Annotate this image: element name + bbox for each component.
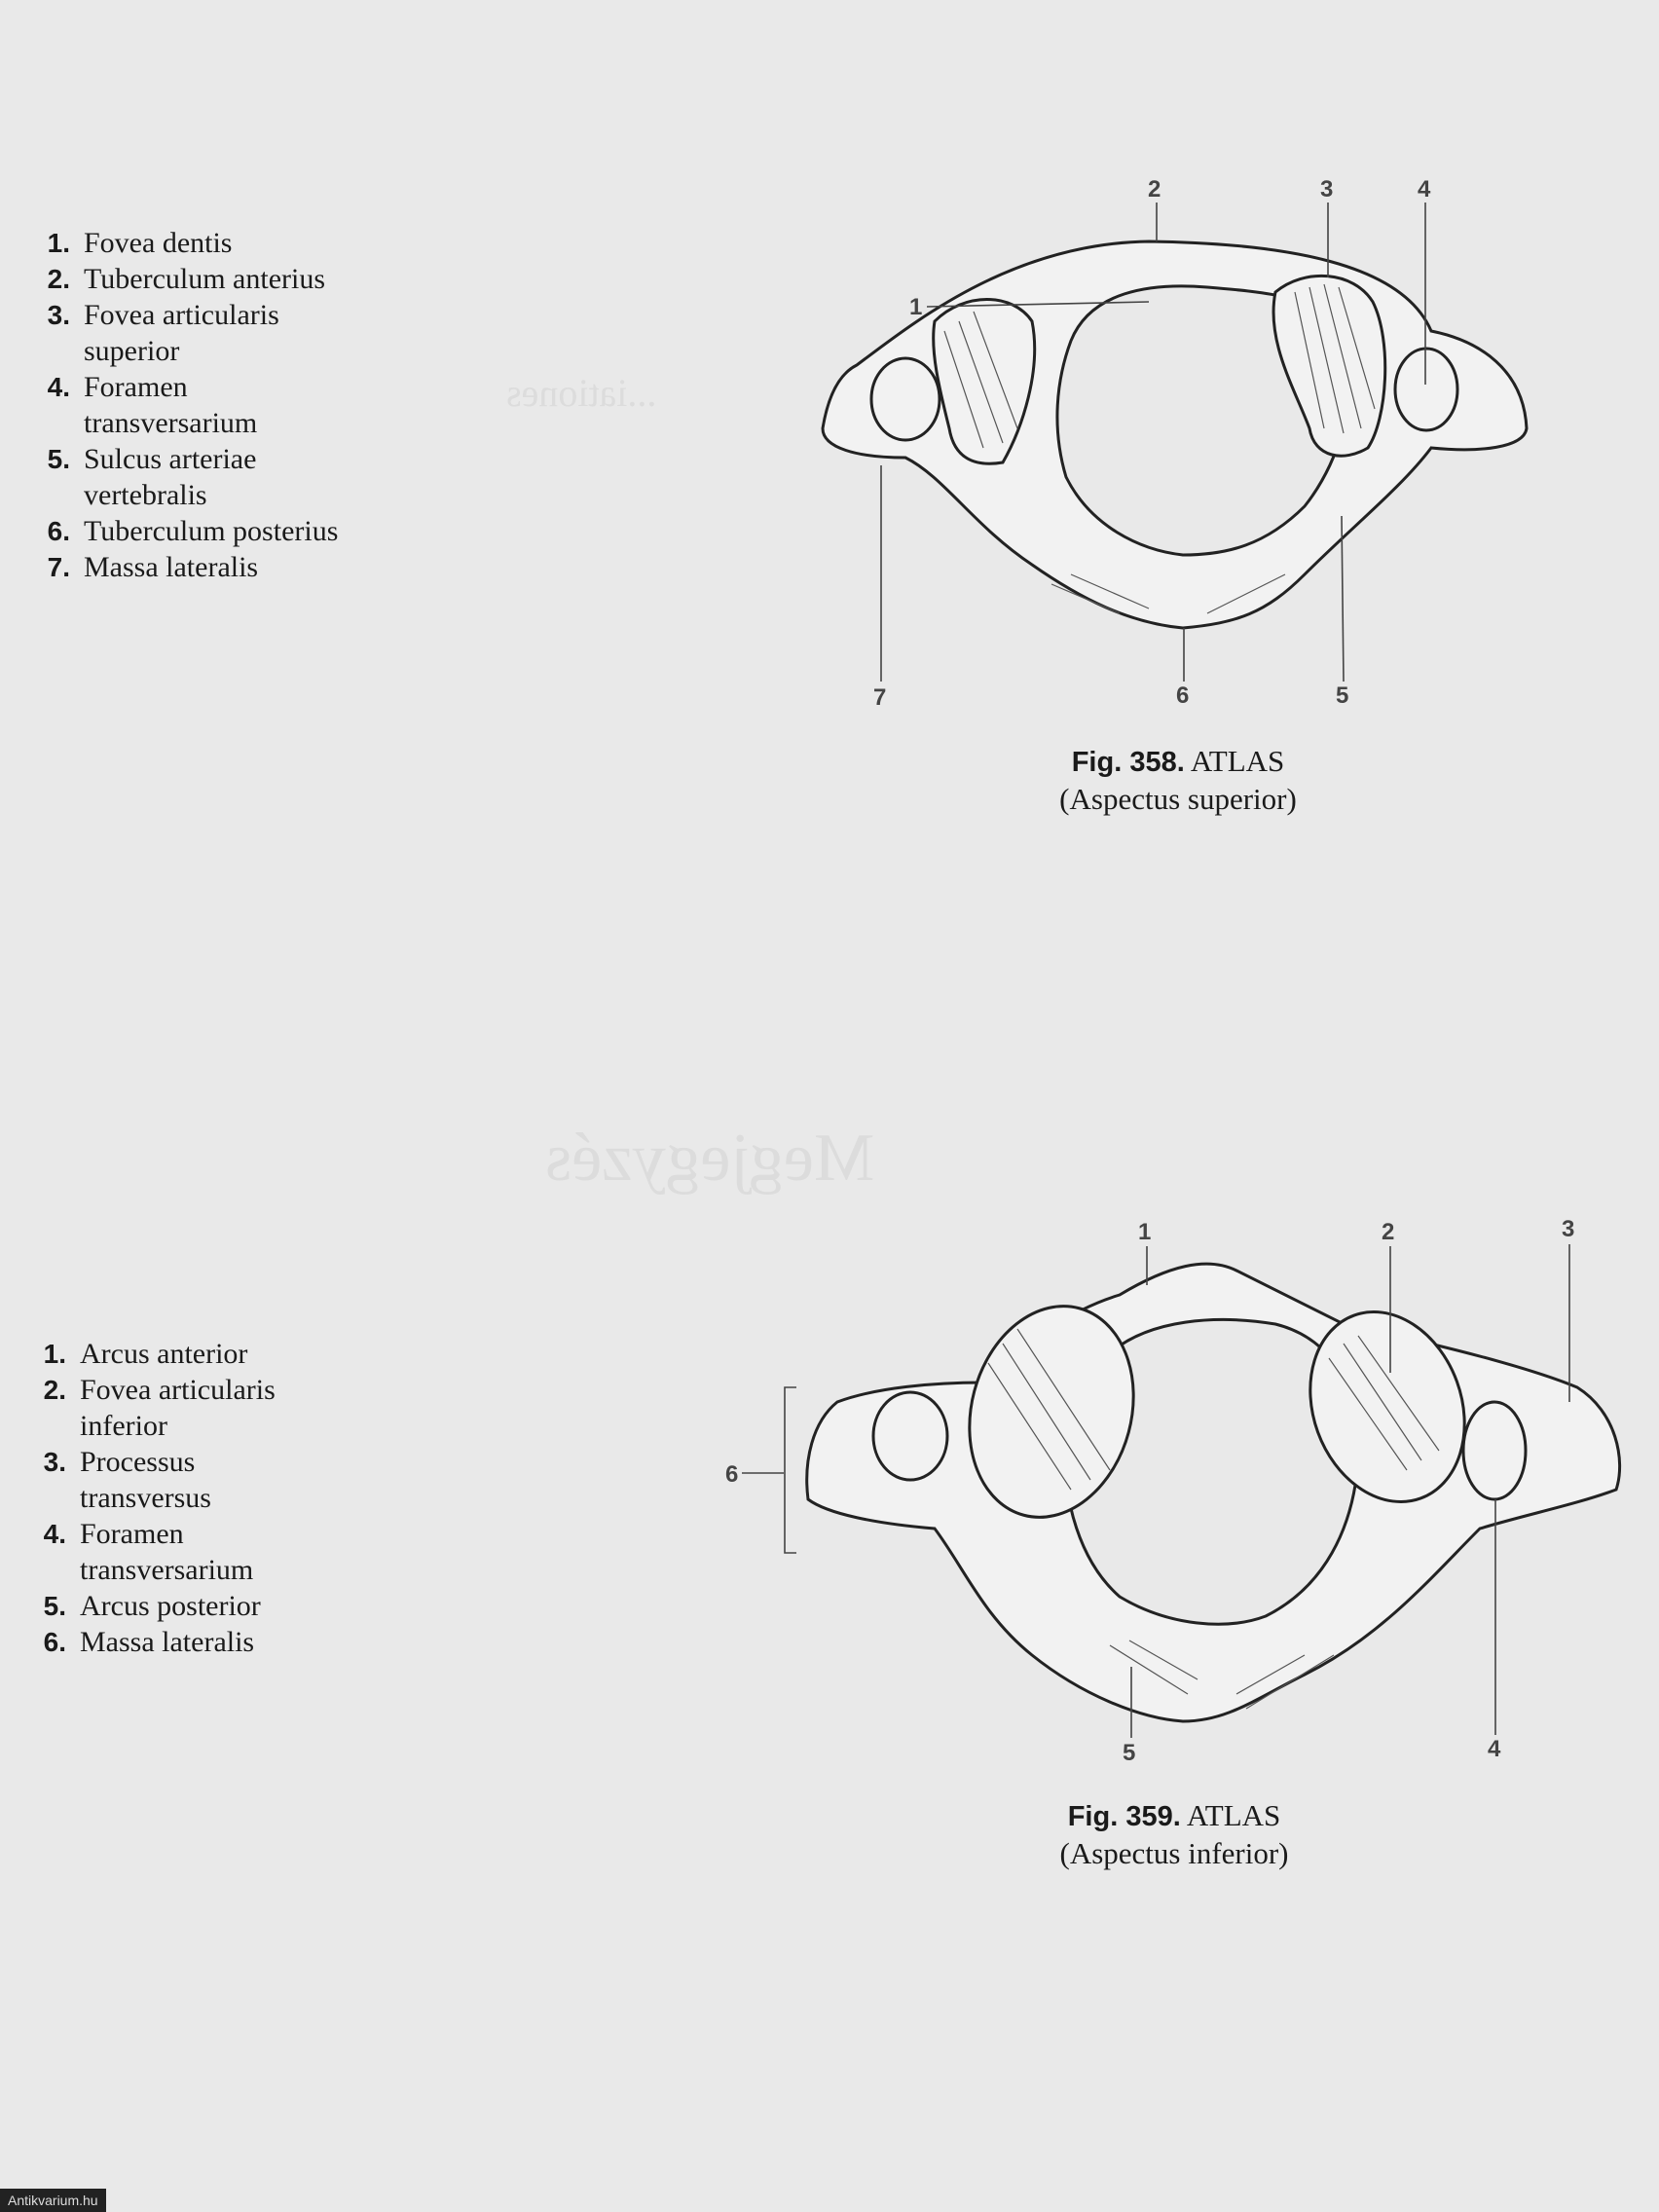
- legend-number: 3.: [43, 1447, 66, 1477]
- legend-text: Massa lateralis: [80, 1626, 255, 1658]
- callout-label: 6: [1176, 682, 1190, 709]
- callout-label: 1: [1138, 1219, 1152, 1245]
- legend-number: 1.: [43, 1339, 66, 1369]
- legend-text: Tuberculum anterius: [84, 263, 326, 295]
- callout-label: 4: [1418, 176, 1431, 203]
- atlas-inferior-bone: [807, 1264, 1620, 1721]
- show-through-heading-1: ...iationes: [506, 371, 657, 415]
- legend-number: 7.: [47, 552, 70, 582]
- legend-number: 4.: [43, 1519, 66, 1549]
- figure-number: Fig. 358.: [1071, 747, 1185, 778]
- callout-label: 1: [909, 294, 923, 320]
- figure-subtitle: (Aspectus superior): [1059, 782, 1297, 816]
- legend-text: Fovea articularis superior: [84, 299, 279, 367]
- legend-number: 2.: [43, 1375, 66, 1405]
- callout-label: 2: [1382, 1219, 1395, 1245]
- callout-label: 5: [1336, 682, 1349, 709]
- callout-label: 2: [1148, 176, 1161, 203]
- callout-label: 4: [1488, 1736, 1501, 1762]
- legend-text: Fovea dentis: [84, 227, 233, 259]
- callout-label: 7: [873, 684, 887, 711]
- show-through-heading-2: Megjegyzés: [545, 1121, 875, 1196]
- legend-number: 4.: [47, 372, 70, 402]
- legend-text: Processus transversus: [80, 1446, 211, 1514]
- legend-number: 5.: [43, 1591, 66, 1621]
- legend-text: Massa lateralis: [84, 551, 259, 583]
- legend-number: 6.: [43, 1627, 66, 1657]
- legend-number: 3.: [47, 300, 70, 330]
- legend-number: 2.: [47, 264, 70, 294]
- callout-label: 3: [1320, 176, 1334, 203]
- figure-subtitle: (Aspectus inferior): [1059, 1836, 1289, 1870]
- legend-text: Foramen transversarium: [84, 371, 258, 439]
- bracket: [785, 1387, 796, 1553]
- figure-caption-359: [1009, 1797, 1340, 1872]
- legend-text: Foramen transversarium: [80, 1518, 254, 1586]
- legend-number: 6.: [47, 516, 70, 546]
- legend-number: 1.: [47, 228, 70, 258]
- legend-number: 5.: [47, 444, 70, 474]
- figure-title: ATLAS: [1190, 744, 1285, 778]
- legend-text: Sulcus arteriae vertebralis: [84, 443, 257, 511]
- figure-number: Fig. 359.: [1067, 1801, 1181, 1832]
- callout-label: 6: [725, 1461, 739, 1488]
- figure-title: ATLAS: [1186, 1798, 1281, 1832]
- callout-label: 5: [1123, 1740, 1136, 1766]
- callout-label: 3: [1562, 1216, 1575, 1242]
- legend-text: Arcus anterior: [80, 1338, 248, 1370]
- watermark-footer: Antikvarium.hu: [0, 2189, 106, 2212]
- legend-text: Tuberculum posterius: [84, 515, 339, 547]
- legend-text: Arcus posterior: [80, 1590, 261, 1622]
- legend-text: Fovea articularis inferior: [80, 1374, 276, 1442]
